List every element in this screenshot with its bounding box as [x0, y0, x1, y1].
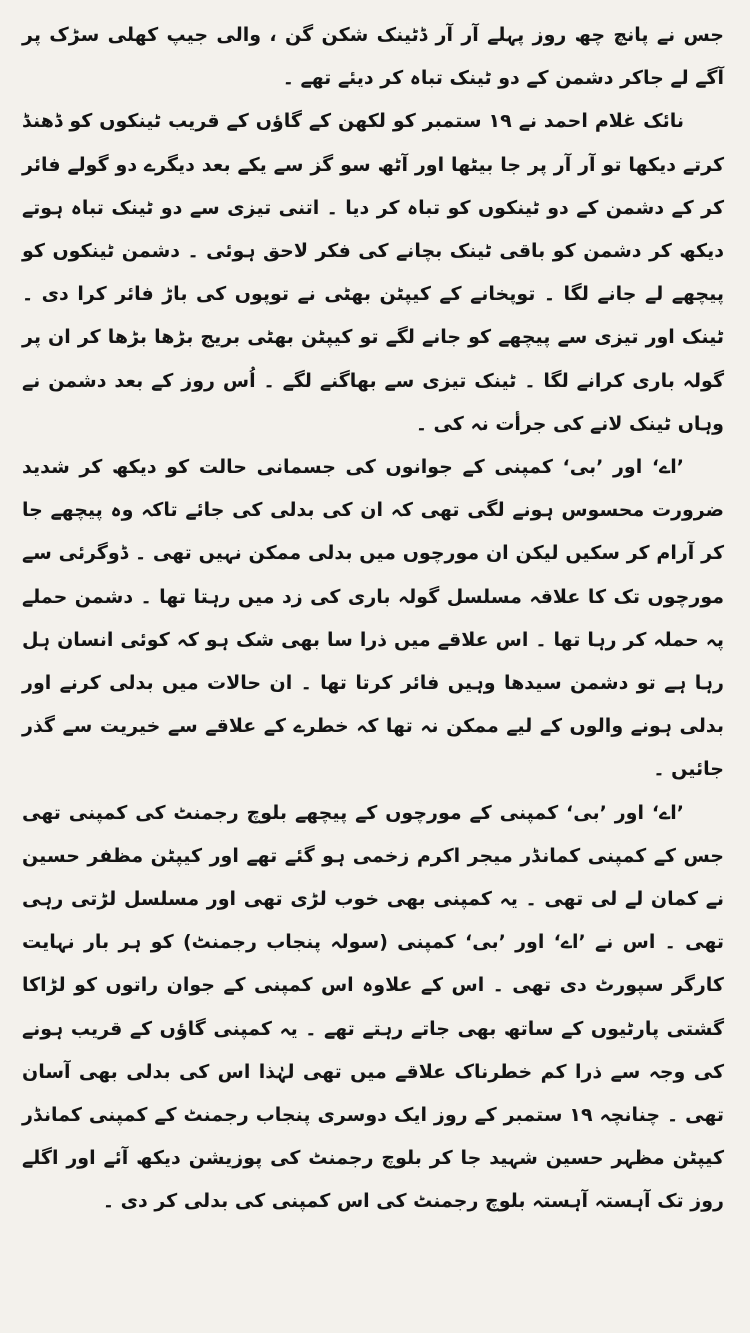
- paragraph-company-relief: ’اے‘ اور ’بی‘ کمپنی کے جوانوں کی جسمانی حالت کو دیکھ کر شدید ضرورت محسوس ہونے لگی تھی کہ ان کی بدلی کی جائے تاکہ وہ پیچھے جا کر آرام کر سکیں لیکن ان مورچوں میں بدلی ممکن نہیں تھی ۔ ڈوگرئی سے مورچوں تک کا علاقہ مسلسل گولہ باری کی زد میں رہتا تھا ۔ دشمن حملے پہ حملہ کر رہا تھا ۔ اس علاقے میں ذرا سا بھی شک ہو کہ کوئی انسان ہل رہا ہے تو دشمن سیدھا وہیں فائر کرتا تھا ۔ ان حالات میں بدلی کرنے اور بدلی ہونے والوں کے لیے ممکن نہ تھا کہ خطرے کے علاقے سے خیریت سے گذر جائیں ۔: [22, 456, 724, 781]
- paragraph-naik-ghulam-ahmed: نائک غلام احمد نے ۱۹ ستمبر کو لکھن کے گاؤں کے قریب ٹینکوں کو ڈھنڈ کرتے دیکھا تو آر آر پر جا بیٹھا اور آٹھ سو گز سے یکے بعد دیگرے دو گولے فائر کر کے دشمن کے دو ٹینکوں کو تباہ کر دیا ۔ اتنی تیزی سے دو ٹینک تباہ ہوتے دیکھ کر دشمن کو باقی ٹینک بچانے کی فکر لاحق ہوئی ۔ دشمن ٹینکوں کو پیچھے لے جانے لگا ۔ توپخانے کے کیپٹن بھٹی نے توپوں کی باڑ فائر کرا دی ۔ ٹینک اور تیزی سے پیچھے کو جانے لگے تو کیپٹن بھٹی بریج بڑھا بڑھا کر ان پر گولہ باری کرانے لگا ۔ ٹینک تیزی سے بھاگنے لگے ۔ اُس روز کے بعد دشمن نے وہاں ٹینک لانے کی جرأت نہ کی ۔: [22, 110, 724, 435]
- paragraph-baloch-regiment: ’اے‘ اور ’بی‘ کمپنی کے مورچوں کے پیچھے بلوچ رجمنٹ کی کمپنی تھی جس کے کمپنی کمانڈر میجر اکرم زخمی ہو گئے تھے اور کیپٹن مظفر حسین نے کمان لے لی تھی ۔ یہ کمپنی بھی خوب لڑی تھی اور مسلسل لڑتی رہی تھی ۔ اس نے ’اے‘ اور ’بی‘ کمپنی (سولہ پنجاب رجمنٹ) کو ہر بار نہایت کارگر سپورٹ دی تھی ۔ اس کے علاوہ اس کمپنی کے جوان راتوں کو لڑاکا گشتی پارٹیوں کے ساتھ بھی جاتے رہتے تھے ۔ یہ کمپنی گاؤں کے قریب ہونے کی وجہ سے ذرا کم خطرناک علاقے میں تھی لہٰذا اس کی بدلی بھی آسان تھی ۔ چنانچہ ۱۹ ستمبر کے روز ایک دوسری پنجاب رجمنٹ کے کمپنی کمانڈر کیپٹن مظہر حسین شہید جا کر بلوچ رجمنٹ کی پوزیشن دیکھ آئے اور اگلے روز تک آہستہ آہستہ بلوچ رجمنٹ کی اس کمپنی کی بدلی کر دی ۔: [22, 801, 725, 1213]
- paragraph-continuation: جس نے پانچ چھ روز پہلے آر آر ڈٹینک شکن گن ، والی جیپ کھلی سڑک پر آگے لے جاکر دشمن کے دو ٹینک تباہ کر دیئے تھے ۔: [22, 24, 724, 90]
